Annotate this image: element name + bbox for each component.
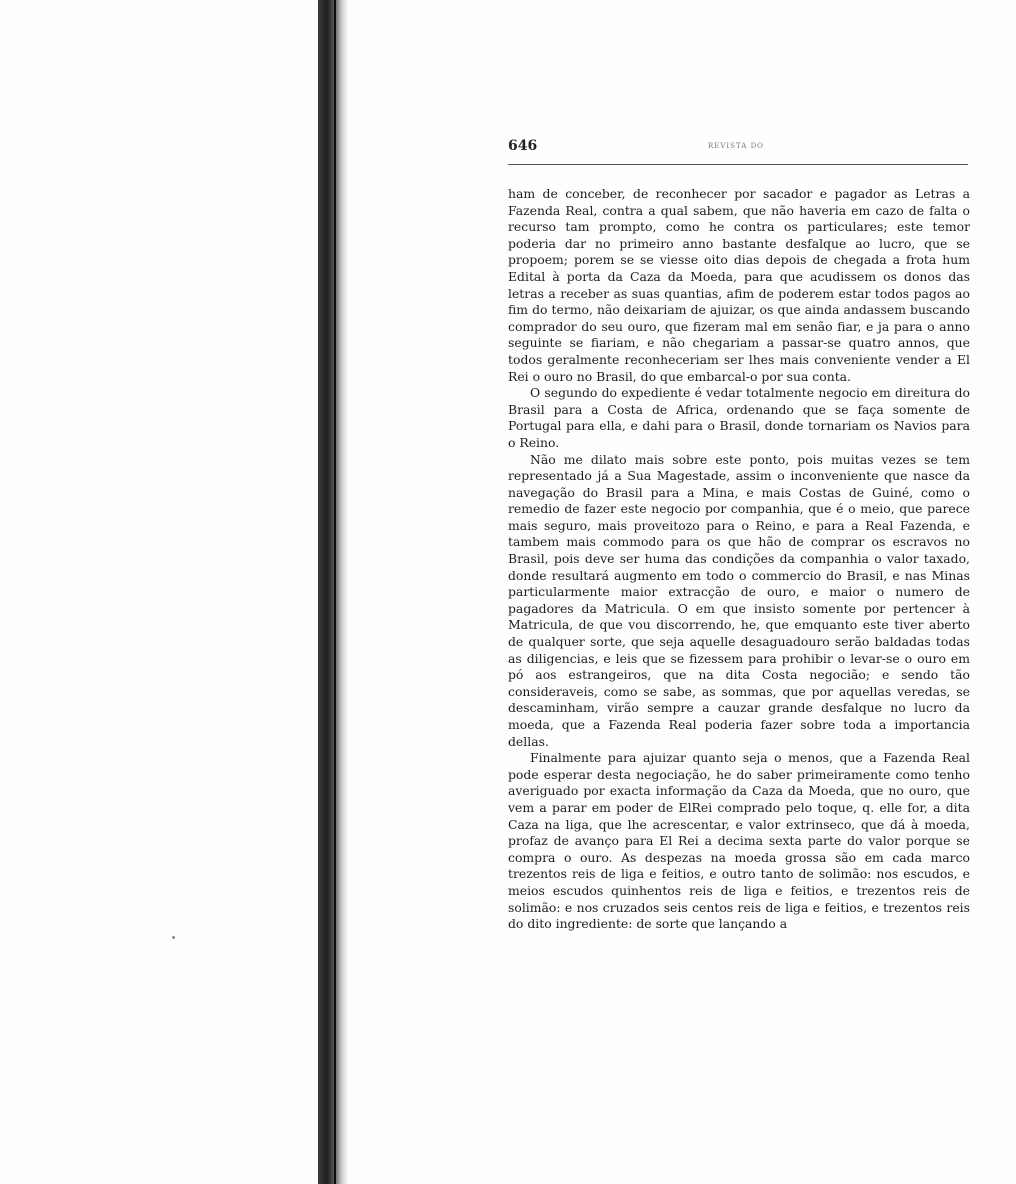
- body-text: [508, 186, 970, 933]
- paragraph: Finalmente para ajuizar quanto seja o menos, que a Fazenda Real pode esperar desta negociação, he do saber primeiramente como tenho averiguado por exacta informação da Caza da Moeda, que no ouro, que vem a parar em poder de ElRei comprado pelo toque, q. elle for, a dita Caza na liga, que lhe acrescentar, e valor extrinseco, que dá à moeda, profaz de avanço para El Rei a decima sexta parte do valor porque se compra o ouro. As despezas na moeda grossa são em cada marco trezentos reis de liga e feitios, e outro tanto de solimão: nos escudos, e meios escudos quinhentos reis de liga e feitios, e trezentos reis de solimão: e nos cruzados seis centos reis de liga e feitios, e trezentos reis do dito ingrediente: de sorte que lançando a: [508, 750, 970, 932]
- page-header: [508, 138, 968, 160]
- spine-shadow: [334, 0, 336, 1184]
- running-title: REVISTA DO: [708, 142, 764, 150]
- header-rule: [508, 164, 968, 165]
- paragraph: Não me dilato mais sobre este ponto, pois muitas vezes se tem representado já a Sua Magestade, assim o inconveniente que nasce da navegação do Brasil para a Mina, e mais Costas de Guiné, como o remedio de fazer este negocio por companhia, que é o meio, que parece mais seguro, mais proveitozo para o Reino, e para a Real Fazenda, e tambem mais commodo para os que hão de comprar os escravos no Brasil, pois deve ser huma das condições da companhia o valor taxado, donde resultará augmento em todo o commercio do Brasil, e nas Minas particularmente maior extracção de ouro, e maior o numero de pagadores da Matricula. O em que insisto somente por pertencer à Matricula, de que vou discorrendo, he, que emquanto este tiver aberto de qualquer sorte, que seja aquelle desaguadouro serão baldadas todas as diligencias, e leis que se fizessem para prohibir o levar-se o ouro em pó aos estrangeiros, que na dita Costa negocião; e sendo tão consideraveis, como se sabe, as sommas, que por aquellas veredas, se descaminham, virão sempre a cauzar grande desfalque no lucro da moeda, que a Fazenda Real poderia fazer sobre toda a importancia dellas.: [508, 451, 970, 749]
- paragraph: O segundo do expediente é vedar totalmente negocio em direitura do Brasil para a Costa de Africa, ordenando que se faça somente de Portugal para ella, e dahi para o Brasil, donde tornariam os Navios para o Reino.: [508, 385, 970, 450]
- ink-speck: [172, 936, 175, 939]
- facing-blank-page: [0, 0, 318, 1184]
- book-gutter: [318, 0, 348, 1184]
- printed-page: [348, 0, 1016, 1184]
- paragraph: ham de conceber, de reconhecer por sacador e pagador as Letras a Fazenda Real, contra a qual sabem, que não haveria em cazo de falta o recurso tam prompto, como he contra os particulares; este temor poderia dar no primeiro anno bastante desfalque ao lucro, que se propoem; porem se se viesse oito dias depois de chegada a frota hum Edital à porta da Caza da Moeda, para que acudissem os donos das letras a receber as suas quantias, afim de poderem estar todos pagos ao fim do termo, não deixariam de ajuizar, os que ainda andassem buscando comprador do seu ouro, que fizeram mal em senão fiar, e ja para o anno seguinte se fiariam, e não chegariam a passar-se quatro annos, que todos geralmente reconheceriam ser lhes mais conveniente vender a El Rei o ouro no Brasil, do que embarcal-o por sua conta.: [508, 186, 970, 384]
- page-number: 646: [508, 138, 538, 154]
